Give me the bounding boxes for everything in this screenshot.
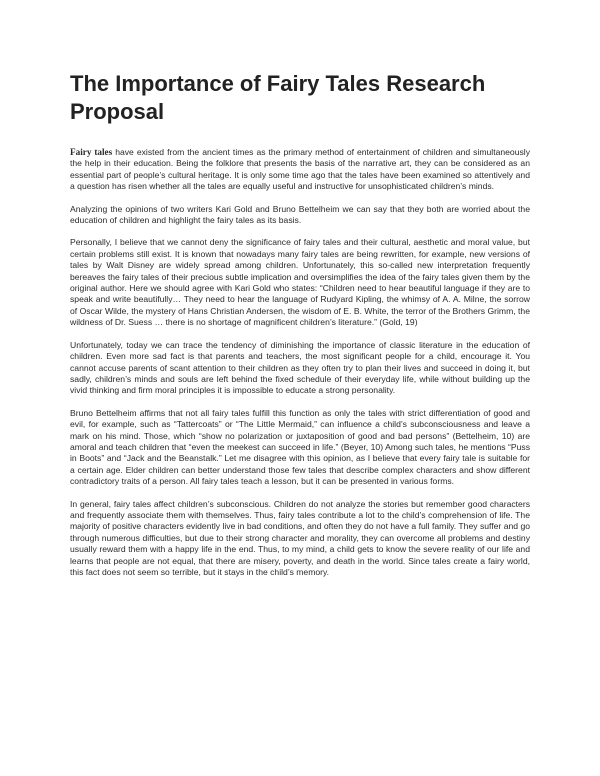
document-title: The Importance of Fairy Tales Research Proposal [70,71,486,124]
paragraph-intro [70,147,530,193]
paragraph: Unfortunately, today we can trace the tendency of diminishing the importance of classic literature in the education of children. Even more sad fact is that parents and teachers, the most significant people for a child, encourage it. You cannot accuse parents of scant attention to their children as they often try to plan their lives and succeed in doing it, but sadly, children’s minds and souls are left behind the fixed schedule of their everyday life, while without building up the vivid thinking and firm moral principles it is impossible to educate a strong personality. [70,339,530,396]
paragraph: In general, fairy tales affect children’s subconscious. Children do not analyze the stories but remember good characters and frequently associate them with themselves. Thus, fairy tales contribute a lot to the child’s comprehension of life. The majority of positive characters evidently live in bad conditions, and often they do not have a full family. They suffer and go through numerous difficulties, but due to their strong character and morality, they can overcome all problems and destiny usually reward them with a happy life in the end. Thus, to my mind, a child gets to know the severe reality of our life and learns that people are not equal, that there are misery, poverty, and death in the world. Since tales create a fairy world, this fact does not seem so terrible, but it stays in the child’s memory. [70,498,530,577]
paragraph: Analyzing the opinions of two writers Kari Gold and Bruno Bettelheim we can say that they both are worried about the education of children and highlight the fairy tales as its basis. [70,203,530,226]
lead-phrase: Fairy tales [70,147,113,157]
paragraph: Personally, I believe that we cannot deny the significance of fairy tales and their cultural, aesthetic and moral value, but certain problems still exist. It is known that nowadays many fairy tales are being rewritten, for example, new versions of tales by Walt Disney are widely spread among children. Unfortunately, this so-called new interpretation frequently bereaves the fairy tales of their precious subtle implication and oversimplifies the idea of the fairy tales given them by the original author. Here we should agree with Kari Gold who states: “Children need to hear beautiful language if they are to speak and write beautifully… They need to hear the language of Rudyard Kipling, the whimsy of A. A. Milne, the sorrow of Oscar Wilde, the mystery of Hans Christian Andersen, the wisdom of E. B. White, the terror of the Brothers Grimm, the wildness of Dr. Suess … there is no shortage of magnificent children’s literature.” (Gold, 19) [70,237,530,328]
document-body [70,147,530,589]
paragraph: Bruno Bettelheim affirms that not all fairy tales fulfill this function as only the tales with strict differentiation of good and evil, for example, such as “Tattercoats” or “The Little Mermaid,” can influence a child’s subconsciousness and leave a mark on his mind. Those, which “show no polarization or juxtaposition of good and bad persons” (Bettelheim, 10) are amoral and teach children that “even the meekest can succeed in life.” (Beyer, 10) Among such tales, he mentions “Puss in Boots” and “Jack and the Beanstalk.” Let me disagree with this opinion, as I believe that every fairy tale is suitable for a certain age. Elder children can better understand those few tales that describe complex characters and show different contradictory traits of a person. All fairy tales teach a lesson, but it can be presented in various forms. [70,407,530,487]
paragraph-text: have existed from the ancient times as the primary method of entertainment of children and simultaneously the help in their education. Being the folklore that presents the basis of the narrative art, they can be considered as an essential part of people’s cultural heritage. It is only some time ago that the tales have been examined so attentively and a question has risen whether all the tales are equally useful and instructive for unsophisticated children’s minds. [70,147,530,192]
